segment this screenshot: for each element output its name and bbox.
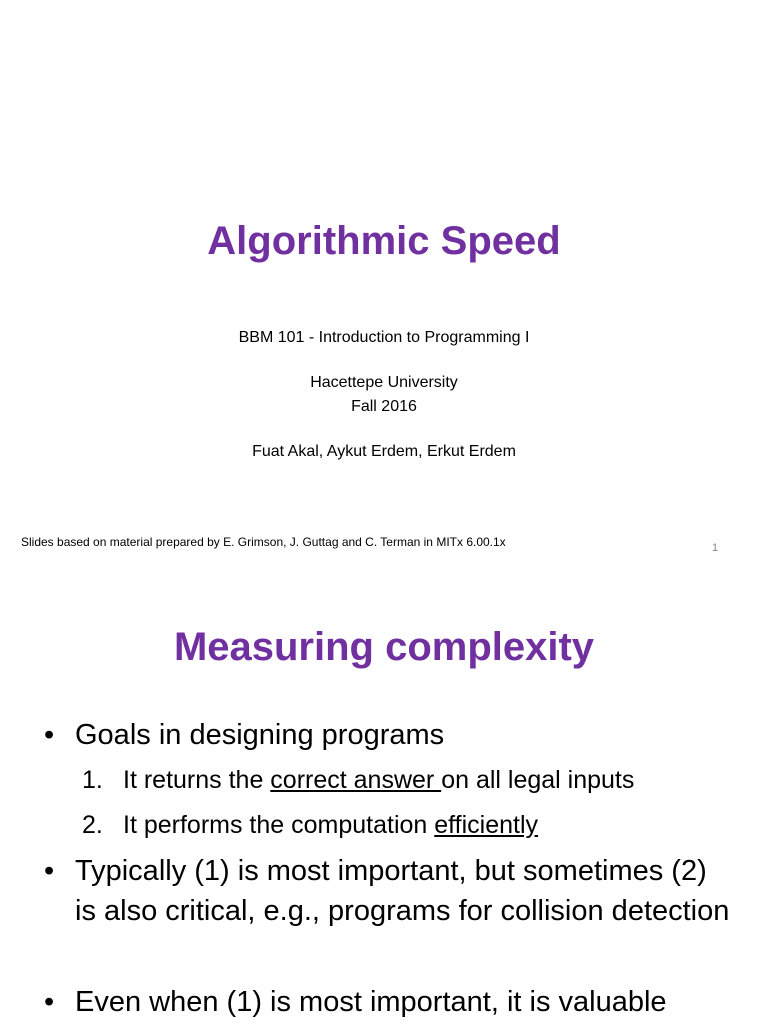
- goal-text: It returns the: [123, 766, 271, 794]
- slide-number: 1: [712, 542, 719, 554]
- bullet-icon: •: [44, 855, 55, 887]
- slide-2: [0, 576, 768, 1024]
- footnote: Slides based on material prepared by E. Grimson, J. Guttag and C. Terman in MITx 6.00.1x: [21, 535, 506, 549]
- slide-title: Algorithmic Speed: [207, 219, 561, 263]
- goal-number: 2.: [82, 811, 103, 839]
- bullet-icon: •: [44, 986, 55, 1018]
- bullet-item: [44, 851, 734, 931]
- course-name: BBM 101 - Introduction to Programming I: [238, 329, 530, 346]
- goal-number: 1.: [82, 766, 103, 794]
- goal-emphasis: correct answer: [270, 766, 442, 794]
- authors: Fuat Akal, Aykut Erdem, Erkut Erdem: [252, 443, 516, 460]
- goal-item: [82, 808, 538, 842]
- goal-text-end: on all legal inputs: [441, 766, 635, 794]
- university-name: Hacettepe University: [310, 374, 458, 391]
- goal-item: [82, 763, 634, 797]
- bullet-text: Goals in designing programs: [75, 719, 445, 751]
- bullet-text: Typically (1) is most important, but sometimes (2) is also critical, e.g., programs for collision detection: [75, 855, 730, 927]
- bullet-item: [44, 982, 734, 1022]
- bullet-item: [44, 715, 734, 755]
- goal-emphasis: efficiently: [434, 811, 539, 839]
- term: Fall 2016: [351, 398, 417, 415]
- slide-title: Measuring complexity: [173, 625, 595, 669]
- bullet-text: Even when (1) is most important, it is valuable: [75, 986, 667, 1018]
- bullet-icon: •: [44, 719, 55, 751]
- goal-text: It performs the computation: [123, 811, 435, 839]
